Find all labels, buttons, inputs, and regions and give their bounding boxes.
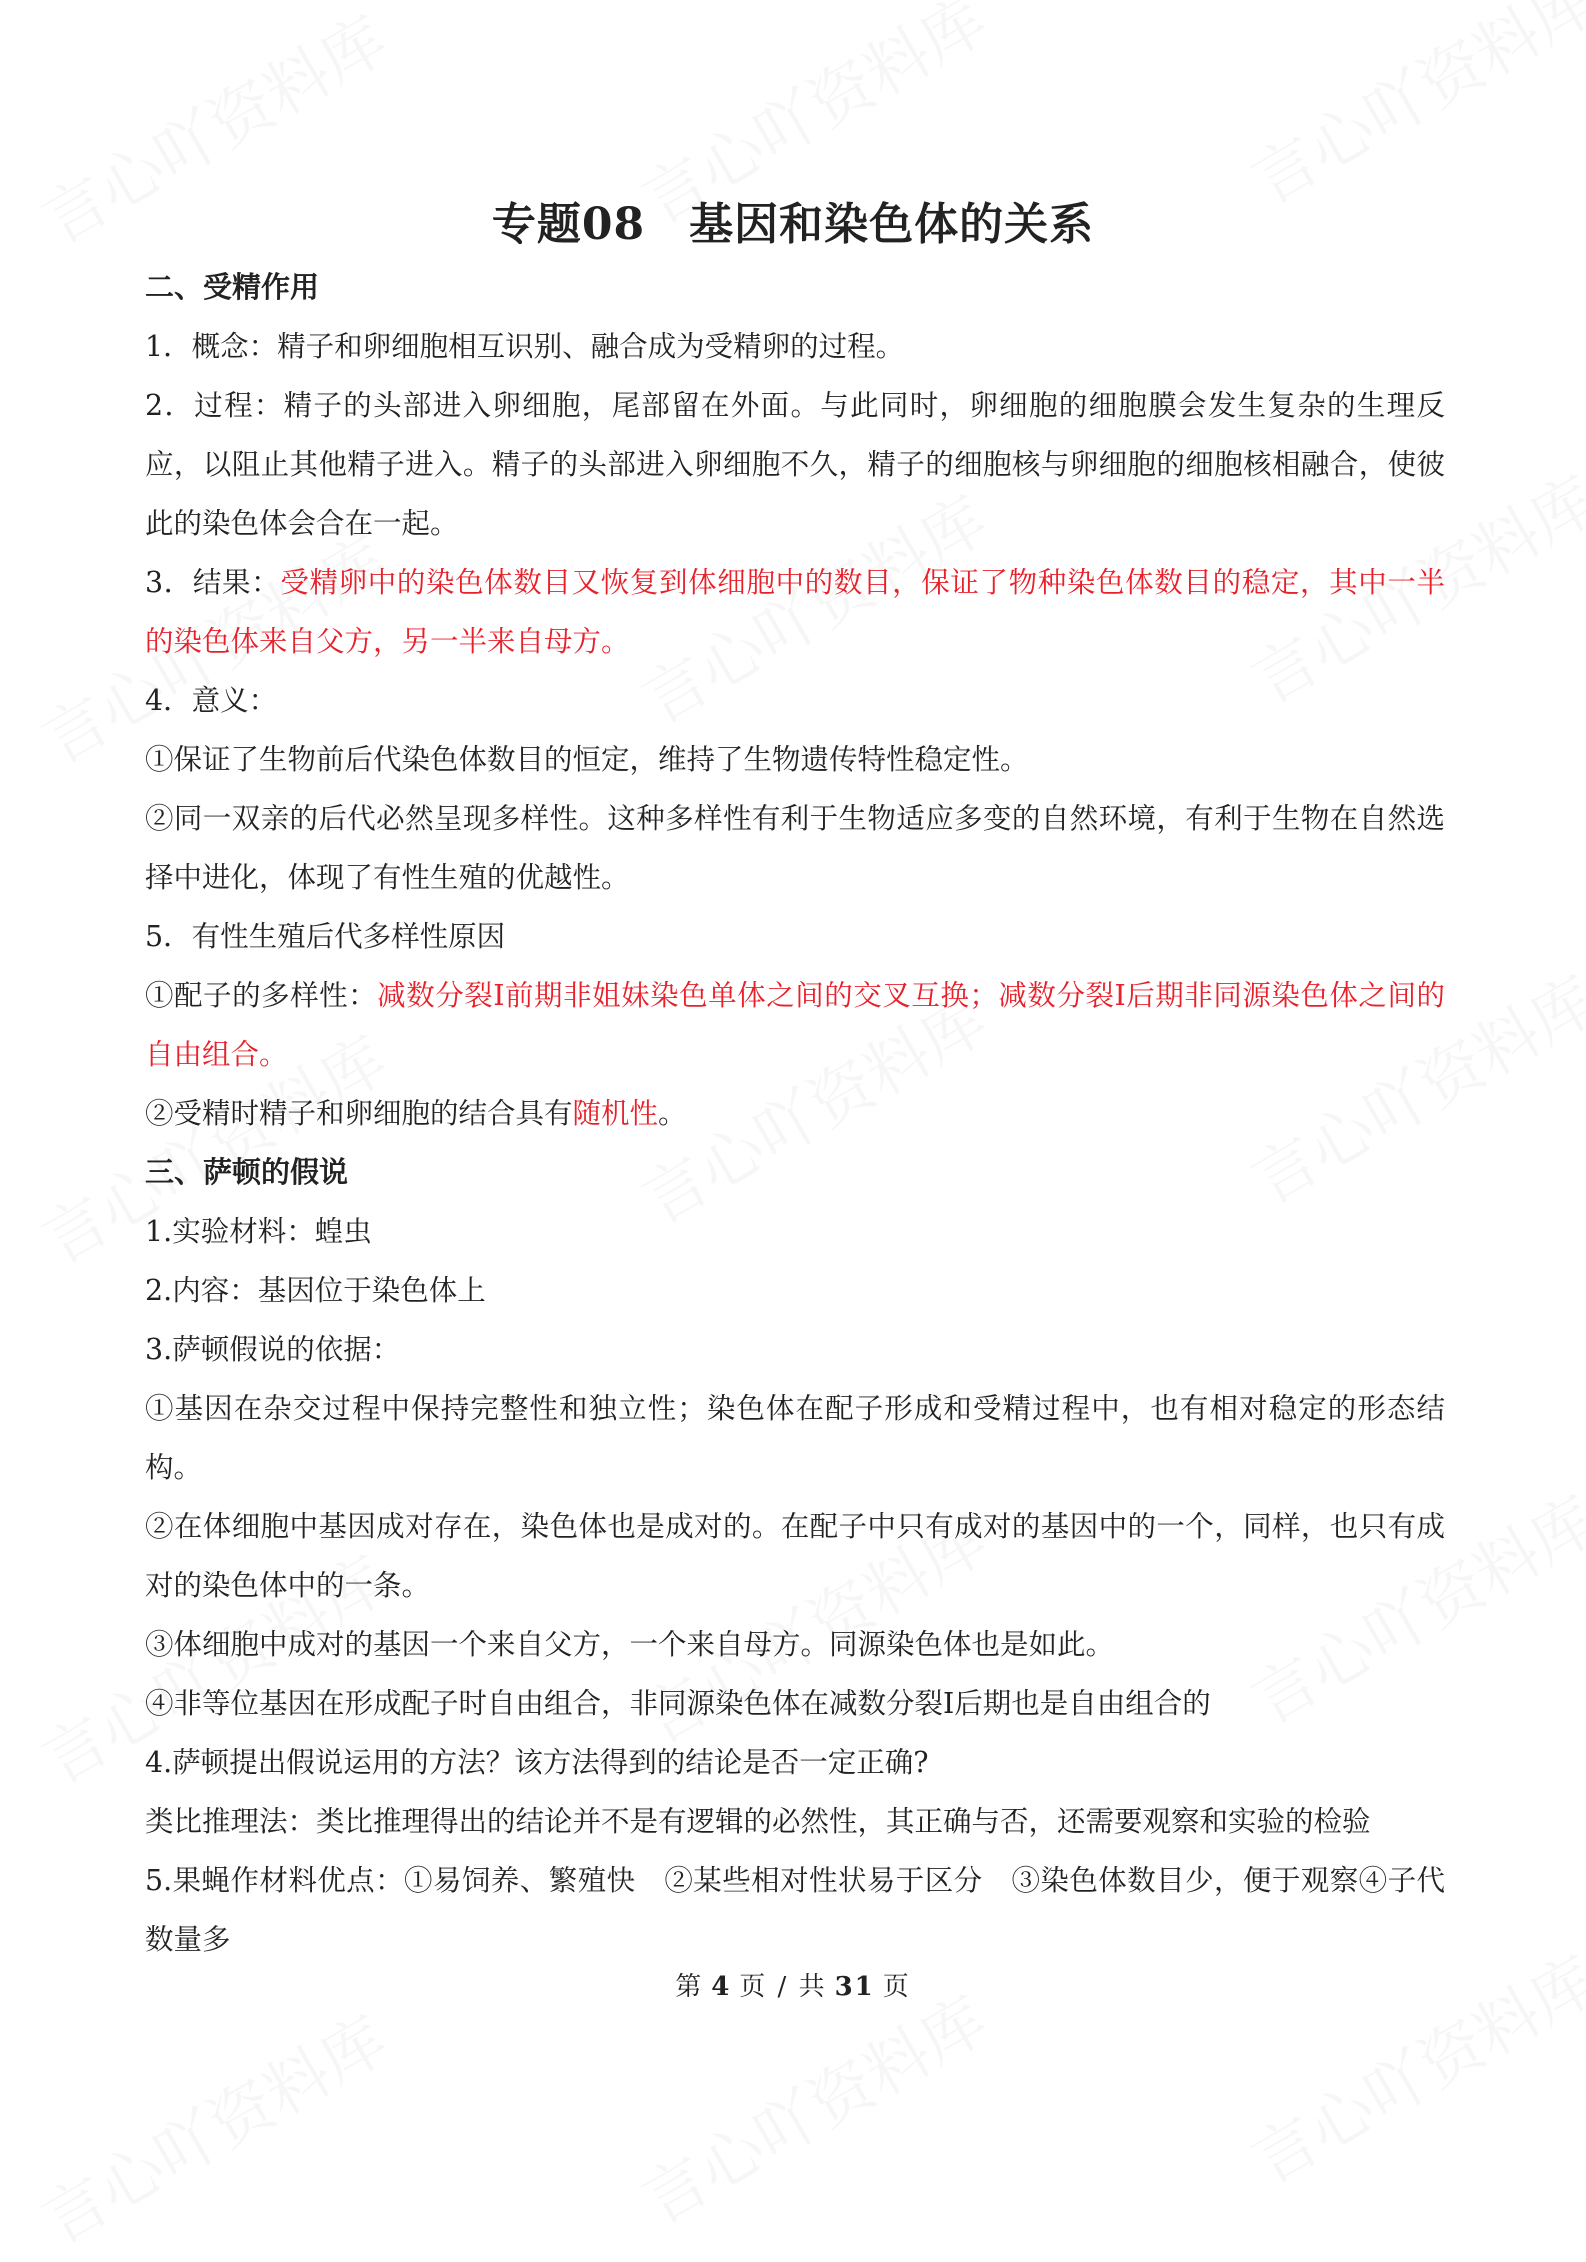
highlighted-text: 减数分裂I前期非姐妹染色单体之间的交叉互换；减数分裂I后期非同源染色体之间的自由组合。 xyxy=(145,979,1445,1071)
text-segment: 二、受精作用 xyxy=(145,270,320,304)
text-segment: 2．过程：精子的头部进入卵细胞，尾部留在外面。与此同时，卵细胞的细胞膜会发生复杂的生理反应，以阻止其他精子进入。精子的头部进入卵细胞不久，精子的细胞核与卵细胞的细胞核相融合，使彼此的染色体会合在一起。 xyxy=(145,389,1445,540)
section-heading xyxy=(145,258,1445,317)
paragraph xyxy=(145,1792,1445,1851)
paragraph xyxy=(145,317,1445,376)
paragraph xyxy=(145,376,1445,553)
document-body xyxy=(145,258,1445,1969)
paragraph xyxy=(145,907,1445,966)
paragraph xyxy=(145,1084,1445,1143)
title-prefix: 专题 xyxy=(491,199,582,250)
text-segment: 3.萨顿假说的依据： xyxy=(145,1333,401,1366)
watermark-text xyxy=(23,1990,402,2262)
paragraph xyxy=(145,1674,1445,1733)
text-segment: ②在体细胞中基因成对存在，染色体也是成对的。在配子中只有成对的基因中的一个，同样，也只有成对的染色体中的一条。 xyxy=(145,1510,1445,1602)
paragraph xyxy=(145,1733,1445,1792)
text-segment: ①基因在杂交过程中保持完整性和独立性；染色体在配子形成和受精过程中，也有相对稳定的形态结构。 xyxy=(145,1392,1445,1484)
paragraph xyxy=(145,730,1445,789)
text-segment: 类比推理法：类比推理得出的结论并不是有逻辑的必然性，其正确与否，还需要观察和实验的检验 xyxy=(145,1805,1371,1838)
text-segment: ④非等位基因在形成配子时自由组合，非同源染色体在减数分裂I后期也是自由组合的 xyxy=(145,1687,1211,1720)
title-number: 08 xyxy=(581,199,646,250)
page-title xyxy=(0,188,1586,252)
paragraph xyxy=(145,1261,1445,1320)
section-heading xyxy=(145,1143,1445,1202)
paragraph xyxy=(145,789,1445,907)
paragraph xyxy=(145,1202,1445,1261)
text-segment: ②同一双亲的后代必然呈现多样性。这种多样性有利于生物适应多变的自然环境，有利于生物在自然选择中进化，体现了有性生殖的优越性。 xyxy=(145,802,1445,894)
paragraph xyxy=(145,1851,1445,1969)
paragraph xyxy=(145,1379,1445,1497)
highlighted-text: 随机性 xyxy=(572,1097,659,1130)
text-segment: 5.果蝇作材料优点：①易饲养、繁殖快 ②某些相对性状易于区分 ③染色体数目少，便于观察④子代数量多 xyxy=(145,1864,1445,1956)
footer-text: 页 xyxy=(882,1972,911,2002)
footer-text: 页 / 共 xyxy=(739,1972,827,2002)
paragraph xyxy=(145,553,1445,671)
watermark-text xyxy=(623,1970,1002,2242)
footer-text: 第 xyxy=(675,1972,704,2002)
text-segment: 3．结果： xyxy=(145,566,281,599)
text-segment: ②受精时精子和卵细胞的结合具有 xyxy=(145,1097,573,1130)
text-segment: 2.内容：基因位于染色体上 xyxy=(145,1274,486,1307)
paragraph xyxy=(145,1497,1445,1615)
text-segment: ①配子的多样性： xyxy=(145,979,378,1012)
text-segment: 4.萨顿提出假说运用的方法？该方法得到的结论是否一定正确? xyxy=(145,1746,929,1779)
text-segment: 4．意义： xyxy=(145,684,278,717)
text-segment: 。 xyxy=(658,1097,687,1130)
text-segment: 1.实验材料：蝗虫 xyxy=(145,1215,372,1248)
title-text: 基因和染色体的关系 xyxy=(689,199,1095,250)
current-page: 4 xyxy=(711,1972,732,2002)
total-pages: 31 xyxy=(834,1972,875,2002)
text-segment: ③体细胞中成对的基因一个来自父方，一个来自母方。同源染色体也是如此。 xyxy=(145,1628,1115,1661)
paragraph xyxy=(145,1615,1445,1674)
text-segment: 1．概念：精子和卵细胞相互识别、融合成为受精卵的过程。 xyxy=(145,330,905,363)
text-segment: ①保证了生物前后代染色体数目的恒定，维持了生物遗传特性稳定性。 xyxy=(145,743,1029,776)
page-footer xyxy=(0,1966,1586,2003)
highlighted-text: 受精卵中的染色体数目又恢复到体细胞中的数目，保证了物种染色体数目的稳定，其中一半的染色体来自父方，另一半来自母方。 xyxy=(145,566,1445,658)
paragraph xyxy=(145,671,1445,730)
text-segment: 5．有性生殖后代多样性原因 xyxy=(145,920,506,953)
paragraph xyxy=(145,1320,1445,1379)
paragraph xyxy=(145,966,1445,1084)
text-segment: 三、萨顿的假说 xyxy=(145,1155,349,1189)
